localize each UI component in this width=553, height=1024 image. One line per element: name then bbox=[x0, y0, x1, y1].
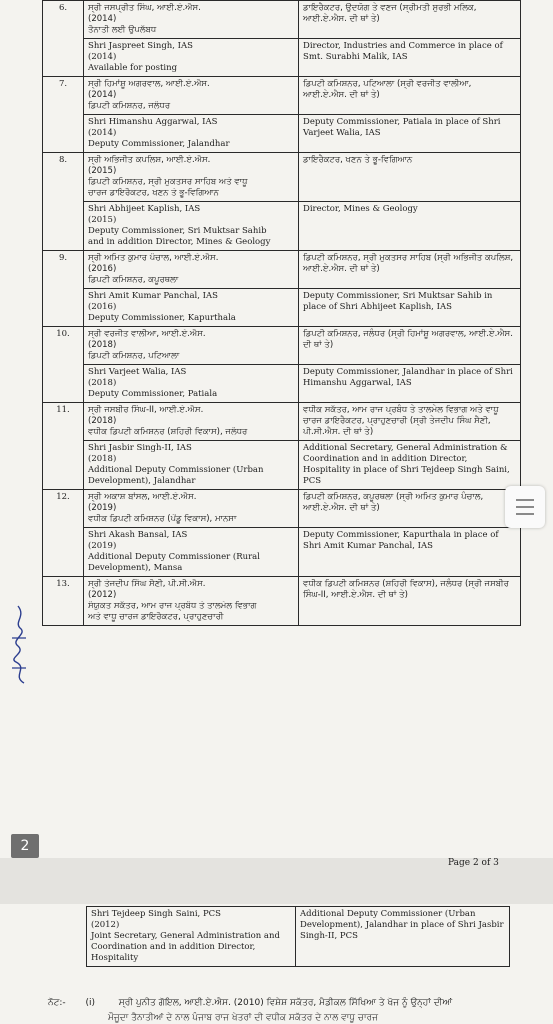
officer-line-punjabi: ਸ੍ਰੀ ਹਿਮਾਂਸ਼ੂ ਅਗਰਵਾਲ, ਆਈ.ਏ.ਐਸ. bbox=[88, 79, 210, 89]
handwritten-signature bbox=[4, 598, 34, 688]
new-post-cell-punjabi bbox=[299, 403, 521, 441]
new-posting-punjabi: ਵਧੀਕ ਸਕੱਤਰ, ਆਮ ਰਾਜ ਪ੍ਰਬੰਧ ਤੇ ਤਾਲਮੇਲ ਵਿਭਾਗ ਅਤੇ ਵਾਧੂ ਚਾਰਜ ਡਾਇਰੈਕਟਰ, ਪ੍ਰਾਹੁਣਚਾਰੀ (ਸ੍ਰੀ ਤੇਜਦੀਪ ਸਿੰਘ ਸੈਣੀ, ਪੀ.ਸੀ.ਐਸ. ਦੀ ਥਾਂ ਤੇ) bbox=[303, 405, 499, 437]
new-posting-punjabi: ਡਿਪਟੀ ਕਮਿਸ਼ਨਰ, ਜਲੰਧਰ (ਸ੍ਰੀ ਹਿਮਾਂਸ਼ੂ ਅਗਰਵਾਲ, ਆਈ.ਏ.ਐਸ. ਦੀ ਥਾਂ ਤੇ) bbox=[303, 329, 513, 350]
officer-line-punjabi: ਸ੍ਰੀ ਜਸਪ੍ਰੀਤ ਸਿੰਘ, ਆਈ.ਏ.ਐਸ. bbox=[88, 3, 201, 13]
table-row bbox=[43, 202, 521, 251]
new-post-cell-english bbox=[299, 202, 521, 251]
officer-batch: (2012) bbox=[91, 920, 120, 930]
officer-cell-punjabi bbox=[84, 77, 299, 115]
page-number-label: Page 2 of 3 bbox=[448, 858, 499, 868]
table-row bbox=[87, 907, 510, 967]
officer-line-english: Shri Jaspreet Singh, IAS bbox=[88, 41, 193, 51]
officer-cell-punjabi bbox=[84, 403, 299, 441]
new-post-cell-english bbox=[299, 528, 521, 577]
officer-line-punjabi: ਤੈਨਾਤੀ ਲਈ ਉਪਲੱਬਧ bbox=[88, 25, 157, 35]
table-row bbox=[43, 153, 521, 202]
officer-line-punjabi: ਡਿਪਟੀ ਕਮਿਸ਼ਨਰ, ਸ੍ਰੀ ਮੁਕਤਸਰ ਸਾਹਿਬ ਅਤੇ ਵਾਧੂ bbox=[88, 177, 248, 187]
table-row bbox=[43, 490, 521, 528]
officer-line-english: Deputy Commissioner, Sri Muktsar Sahib bbox=[88, 226, 267, 236]
new-post-cell-punjabi bbox=[299, 490, 521, 528]
new-posting-punjabi: ਡਾਇਰੈਕਟਰ, ਖਣਨ ਤੇ ਭੂ-ਵਿਗਿਆਨ bbox=[303, 155, 413, 165]
officer-line-english: Additional Deputy Commissioner (Urban Development), Jalandhar bbox=[88, 465, 264, 486]
officer-line-punjabi: ਵਧੀਕ ਡਿਪਟੀ ਕਮਿਸ਼ਨਰ (ਪੇਂਡੂ ਵਿਕਾਸ), ਮਾਨਸਾ bbox=[88, 514, 237, 524]
officer-line-english: (2016) bbox=[88, 302, 117, 312]
officer-cell-punjabi bbox=[84, 490, 299, 528]
note-label: ਨੋਟ:- bbox=[48, 998, 66, 1008]
new-post-cell-punjabi bbox=[299, 251, 521, 289]
new-post-cell-punjabi bbox=[299, 327, 521, 365]
officer-line-english: Deputy Commissioner, Kapurthala bbox=[88, 313, 236, 323]
serial-number: 13. bbox=[43, 577, 84, 626]
officer-line-punjabi: ਸੰਯੁਕਤ ਸਕੱਤਰ, ਆਮ ਰਾਜ ਪ੍ਰਬੰਧ ਤੇ ਤਾਲਮੇਲ ਵਿਭਾਗ bbox=[88, 601, 257, 611]
new-post-cell-english bbox=[299, 39, 521, 77]
officer-line-english: Shri Abhijeet Kaplish, IAS bbox=[88, 204, 201, 214]
officer-line-english: (2019) bbox=[88, 541, 117, 551]
new-post-cell-punjabi bbox=[299, 577, 521, 626]
note-line-continued: ਮੌਜੂਦਾ ਤੈਨਾਤੀਆਂ ਦੇ ਨਾਲ ਪੰਜਾਬ ਰਾਜ ਖੇਤਰਾਂ ਦੀ ਵਧੀਕ ਸਕੱਤਰ ਦੇ ਨਾਲ ਵਾਧੂ ਚਾਰਜ bbox=[108, 1013, 379, 1023]
officer-cell bbox=[87, 907, 296, 967]
officer-line-punjabi: ਅਤੇ ਵਾਧੂ ਚਾਰਜ ਡਾਇਰੈਕਟਰ, ਪ੍ਰਾਹੁਣਚਾਰੀ bbox=[88, 612, 224, 622]
serial-number: 9. bbox=[43, 251, 84, 327]
officer-line-punjabi: (2019) bbox=[88, 503, 117, 513]
new-post-cell-english bbox=[299, 365, 521, 403]
officer-cell-punjabi bbox=[84, 251, 299, 289]
officer-line-punjabi: (2018) bbox=[88, 340, 117, 350]
table-row bbox=[43, 289, 521, 327]
officer-cell-english bbox=[84, 115, 299, 153]
officer-line-punjabi: ਡਿਪਟੀ ਕਮਿਸ਼ਨਰ, ਜਲੰਧਰ bbox=[88, 101, 171, 111]
officer-cell-english bbox=[84, 528, 299, 577]
new-posting-english: Deputy Commissioner, Sri Muktsar Sahib in place of Shri Abhijeet Kaplish, IAS bbox=[303, 291, 493, 312]
officer-line-english: and in addition Director, Mines & Geology bbox=[88, 237, 271, 247]
officer-cell-punjabi bbox=[84, 1, 299, 39]
table-row bbox=[43, 577, 521, 626]
officer-line-english: Available for posting bbox=[88, 63, 178, 73]
new-posting-punjabi: ਡਿਪਟੀ ਕਮਿਸ਼ਨਰ, ਕਪੂਰਥਲਾ (ਸ੍ਰੀ ਅਮਿਤ ਕੁਮਾਰ ਪੰਚਾਲ, ਆਈ.ਏ.ਐਸ. ਦੀ ਥਾਂ ਤੇ) bbox=[303, 492, 484, 513]
transfer-table-page-2 bbox=[42, 0, 513, 626]
new-post-cell-punjabi bbox=[299, 77, 521, 115]
officer-line-punjabi: ਸ੍ਰੀ ਅਭਿਜੀਤ ਕਪਲਿਸ਼, ਆਈ.ਏ.ਐਸ. bbox=[88, 155, 211, 165]
officer-line-english: Shri Amit Kumar Panchal, IAS bbox=[88, 291, 218, 301]
new-post-cell-english bbox=[299, 115, 521, 153]
officer-line-punjabi: ਸ੍ਰੀ ਜਸਬੀਰ ਸਿੰਘ-II, ਆਈ.ਏ.ਐਸ. bbox=[88, 405, 204, 415]
officer-line-punjabi: ਸ੍ਰੀ ਤੇਜਦੀਪ ਸਿੰਘ ਸੈਣੀ, ਪੀ.ਸੀ.ਐਸ. bbox=[88, 579, 206, 589]
officer-line-punjabi: (2016) bbox=[88, 264, 117, 274]
officer-line-punjabi: (2015) bbox=[88, 166, 117, 176]
officer-line-punjabi: (2018) bbox=[88, 416, 117, 426]
new-posting-english: Additional Secretary, General Administration & Coordination and in addition Director, Hospitality in place of Shri Tejdeep Singh Saini, PCS bbox=[303, 443, 510, 486]
officer-cell-punjabi bbox=[84, 327, 299, 365]
serial-number: 11. bbox=[43, 403, 84, 490]
transfer-table-page-3 bbox=[86, 906, 510, 967]
officer-line-punjabi: ਸ੍ਰੀ ਅਮਿਤ ਕੁਮਾਰ ਪੰਚਾਲ, ਆਈ.ਏ.ਐਸ. bbox=[88, 253, 219, 263]
officer-cell-english bbox=[84, 39, 299, 77]
table-row bbox=[43, 251, 521, 289]
officer-line-punjabi: ਡਿਪਟੀ ਕਮਿਸ਼ਨਰ, ਪਟਿਆਲਾ bbox=[88, 351, 180, 361]
new-post-cell-punjabi bbox=[299, 1, 521, 39]
officer-line-english: Shri Himanshu Aggarwal, IAS bbox=[88, 117, 218, 127]
officer-line-english: (2018) bbox=[88, 378, 117, 388]
officer-line-english: Shri Varjeet Walia, IAS bbox=[88, 367, 187, 377]
officer-cell-english bbox=[84, 202, 299, 251]
new-posting-punjabi: ਡਿਪਟੀ ਕਮਿਸ਼ਨਰ, ਪਟਿਆਲਾ (ਸ੍ਰੀ ਵਰਜੀਤ ਵਾਲੀਆ, ਆਈ.ਏ.ਐਸ. ਦੀ ਥਾਂ ਤੇ) bbox=[303, 79, 472, 100]
new-posting-english: Deputy Commissioner, Kapurthala in place of Shri Amit Kumar Panchal, IAS bbox=[303, 530, 499, 551]
new-post-cell bbox=[296, 907, 510, 967]
new-posting-punjabi: ਡਿਪਟੀ ਕਮਿਸ਼ਨਰ, ਸ੍ਰੀ ਮੁਕਤਸਰ ਸਾਹਿਬ (ਸ੍ਰੀ ਅਭਿਜੀਤ ਕਪਲਿਸ਼, ਆਈ.ਏ.ਐਸ. ਦੀ ਥਾਂ ਤੇ) bbox=[303, 253, 514, 274]
officer-cell-punjabi bbox=[84, 577, 299, 626]
table-row bbox=[43, 365, 521, 403]
officer-line-english: (2015) bbox=[88, 215, 117, 225]
table-row bbox=[43, 1, 521, 39]
note-item-number: (i) bbox=[85, 998, 95, 1008]
officer-cell-punjabi bbox=[84, 153, 299, 202]
serial-number: 12. bbox=[43, 490, 84, 577]
officer-current-post: Joint Secretary, General Administration and Coordination and in addition Director, Hospitality bbox=[91, 931, 280, 963]
officer-line-punjabi: ਸ੍ਰੀ ਅਕਾਸ਼ ਬਾਂਸਲ, ਆਈ.ਏ.ਐਸ. bbox=[88, 492, 197, 502]
officer-cell-english bbox=[84, 289, 299, 327]
new-posting-english: Director, Mines & Geology bbox=[303, 204, 418, 214]
note-line bbox=[48, 998, 548, 1008]
menu-icon[interactable] bbox=[505, 486, 545, 528]
postings-table bbox=[42, 0, 521, 626]
officer-line-punjabi: ਚਾਰਜ ਡਾਇਰੈਕਟਰ, ਖਣਨ ਤੇ ਭੂ-ਵਿਗਿਆਨ bbox=[88, 188, 219, 198]
new-posting-english: Director, Industries and Commerce in place of Smt. Surabhi Malik, IAS bbox=[303, 41, 503, 62]
serial-number: 6. bbox=[43, 1, 84, 77]
officer-line-english: Shri Akash Bansal, IAS bbox=[88, 530, 188, 540]
table-row bbox=[43, 441, 521, 490]
serial-number: 10. bbox=[43, 327, 84, 403]
officer-line-punjabi: ਡਿਪਟੀ ਕਮਿਸ਼ਨਰ, ਕਪੂਰਥਲਾ bbox=[88, 275, 179, 285]
new-post-cell-english bbox=[299, 441, 521, 490]
table-row bbox=[43, 39, 521, 77]
officer-line-punjabi: (2014) bbox=[88, 14, 117, 24]
officer-cell-english bbox=[84, 441, 299, 490]
table-row bbox=[43, 327, 521, 365]
officer-line-english: Additional Deputy Commissioner (Rural Development), Mansa bbox=[88, 552, 260, 573]
new-posting: Additional Deputy Commissioner (Urban Development), Jalandhar in place of Shri Jasbir Singh-II, PCS bbox=[300, 909, 504, 941]
new-posting-english: Deputy Commissioner, Jalandhar in place of Shri Himanshu Aggarwal, IAS bbox=[303, 367, 513, 388]
officer-line-punjabi: (2012) bbox=[88, 590, 117, 600]
officer-line-english: Deputy Commissioner, Patiala bbox=[88, 389, 218, 399]
officer-cell-english bbox=[84, 365, 299, 403]
officer-line-punjabi: ਵਧੀਕ ਡਿਪਟੀ ਕਮਿਸ਼ਨਰ (ਸ਼ਹਿਰੀ ਵਿਕਾਸ), ਜਲੰਧਰ bbox=[88, 427, 248, 437]
postings-table-continued bbox=[86, 906, 510, 967]
officer-line-punjabi: ਸ੍ਰੀ ਵਰਜੀਤ ਵਾਲੀਆ, ਆਈ.ਏ.ਐਸ. bbox=[88, 329, 206, 339]
new-posting-english: Deputy Commissioner, Patiala in place of Shri Varjeet Walia, IAS bbox=[303, 117, 501, 138]
new-posting-punjabi: ਡਾਇਰੈਕਟਰ, ਉਦਯੋਗ ਤੇ ਵਣਜ (ਸ੍ਰੀਮਤੀ ਸੁਰਭੀ ਮਲਿਕ, ਆਈ.ਏ.ਐਸ. ਦੀ ਥਾਂ ਤੇ) bbox=[303, 3, 477, 24]
table-row bbox=[43, 77, 521, 115]
table-row bbox=[43, 403, 521, 441]
new-post-cell-punjabi bbox=[299, 153, 521, 202]
officer-line-english: (2014) bbox=[88, 128, 117, 138]
officer-name: Shri Tejdeep Singh Saini, PCS bbox=[91, 909, 221, 919]
table-row bbox=[43, 115, 521, 153]
new-posting-punjabi: ਵਧੀਕ ਡਿਪਟੀ ਕਮਿਸ਼ਨਰ (ਸ਼ਹਿਰੀ ਵਿਕਾਸ), ਜਲੰਧਰ (ਸ੍ਰੀ ਜਸਬੀਰ ਸਿੰਘ-II, ਆਈ.ਏ.ਐਸ. ਦੀ ਥਾਂ ਤੇ) bbox=[303, 579, 509, 600]
officer-line-english: Shri Jasbir Singh-II, IAS bbox=[88, 443, 192, 453]
officer-line-punjabi: (2014) bbox=[88, 90, 117, 100]
table-row bbox=[43, 528, 521, 577]
serial-number: 8. bbox=[43, 153, 84, 251]
officer-line-english: (2014) bbox=[88, 52, 117, 62]
signature-stamp bbox=[4, 598, 34, 688]
page-badge[interactable]: 2 bbox=[11, 834, 39, 858]
serial-number: 7. bbox=[43, 77, 84, 153]
new-post-cell-english bbox=[299, 289, 521, 327]
note-text: ਸ੍ਰੀ ਪੁਨੀਤ ਗੋਇਲ, ਆਈ.ਏ.ਐਸ. (2010) ਵਿਸ਼ੇਸ਼ ਸਕੱਤਰ, ਮੈਡੀਕਲ ਸਿੱਖਿਆ ਤੇ ਖੋਜ ਨੂੰ ਉਨ੍ਹਾਂ ਦੀਆਂ bbox=[118, 998, 453, 1008]
officer-line-english: Deputy Commissioner, Jalandhar bbox=[88, 139, 230, 149]
officer-line-english: (2018) bbox=[88, 454, 117, 464]
